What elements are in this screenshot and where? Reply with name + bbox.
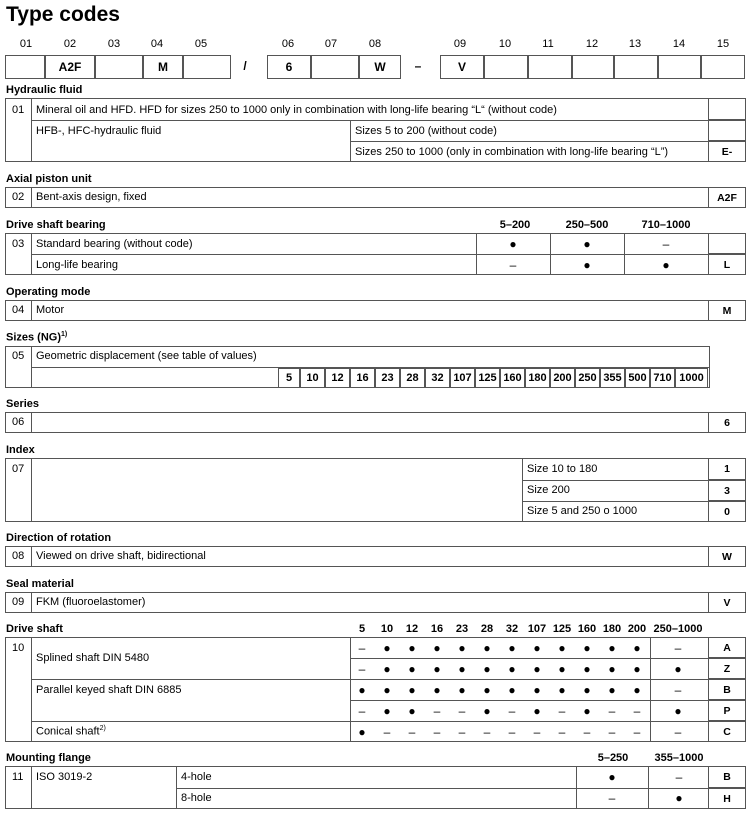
size-value-cell: 5 [278, 368, 300, 388]
axial-code: A2F [708, 187, 746, 208]
shaft-cell: ● [674, 704, 682, 718]
series-num: 06 [12, 416, 25, 428]
bearing-col-1: 5–200 [499, 219, 531, 231]
position-number: 02 [63, 38, 77, 50]
shaft-cell: ● [533, 641, 541, 655]
size-value-cell: 28 [400, 368, 425, 388]
series-heading: Series [6, 398, 40, 410]
position-number: 01 [19, 38, 33, 50]
shaft-footnote-ref: 2) [99, 725, 106, 732]
page-title: Type codes [6, 3, 120, 26]
size-value-cell: 1000 [675, 368, 708, 388]
sizes-footnote-ref: 1) [61, 331, 68, 338]
size-value-cell: 500 [625, 368, 650, 388]
shaft-cell: ● [608, 662, 616, 676]
shaft-col-header: 180 [602, 623, 622, 635]
hydraulic-code-1 [708, 98, 746, 120]
shaft-cell: – [383, 725, 391, 739]
flange-col-2: 355–1000 [654, 752, 704, 764]
size-value-cell: 250 [575, 368, 600, 388]
bearing-row-longlife: Long-life bearing [36, 259, 118, 271]
shaft-group-conical [36, 725, 106, 738]
shaft-cell: ● [508, 641, 516, 655]
shaft-col-header: 125 [552, 623, 572, 635]
shaft-cell: ● [608, 641, 616, 655]
bearing-num: 03 [12, 238, 25, 250]
flange-cell: – [608, 791, 616, 805]
mode-frame [5, 300, 710, 321]
flange-code-1: B [708, 766, 746, 788]
index-num: 07 [12, 463, 25, 475]
shaft-cell: – [533, 725, 541, 739]
shaft-code: P [708, 700, 746, 721]
shaft-cell: – [608, 725, 616, 739]
shaft-heading: Drive shaft [6, 623, 63, 635]
flange-col-1: 5–250 [597, 752, 629, 764]
axial-text: Bent-axis design, fixed [36, 191, 147, 203]
hydraulic-code-2 [708, 120, 746, 141]
code-box-07 [311, 55, 359, 79]
shaft-cell: ● [533, 704, 541, 718]
code-box-03 [95, 55, 143, 79]
shaft-cell: – [358, 704, 366, 718]
shaft-cell: – [674, 641, 682, 655]
sizes-num: 05 [12, 350, 25, 362]
flange-code-2: H [708, 788, 746, 809]
shaft-col-header: 12 [405, 623, 419, 635]
flange-cell: – [675, 770, 683, 784]
position-number: 05 [194, 38, 208, 50]
size-value-cell: 710 [650, 368, 675, 388]
shaft-cell: ● [408, 641, 416, 655]
index-row-2: Size 200 [527, 484, 570, 496]
shaft-cell: ● [583, 641, 591, 655]
shaft-cell: ● [483, 704, 491, 718]
rotation-text: Viewed on drive shaft, bidirectional [36, 550, 206, 562]
code-box-05 [183, 55, 231, 79]
flange-num: 11 [12, 771, 24, 783]
size-value-cell: 32 [425, 368, 450, 388]
position-number: 04 [150, 38, 164, 50]
code-box-09: V [440, 55, 484, 79]
flange-cell: ● [675, 791, 683, 805]
shaft-group-splined: Splined shaft DIN 5480 [36, 652, 150, 664]
shaft-cell: – [608, 704, 616, 718]
index-row-1: Size 10 to 180 [527, 463, 598, 475]
shaft-cell: – [358, 641, 366, 655]
shaft-cell: ● [358, 725, 366, 739]
shaft-cell: ● [408, 683, 416, 697]
axial-num: 02 [12, 191, 25, 203]
flange-row-8hole: 8-hole [181, 792, 212, 804]
shaft-cell: ● [508, 662, 516, 676]
code-separator-slash: / [243, 59, 247, 73]
rotation-code: W [708, 546, 746, 567]
shaft-cell: ● [558, 683, 566, 697]
code-box-11 [528, 55, 572, 79]
size-value-cell: 180 [525, 368, 550, 388]
shaft-code: B [708, 679, 746, 700]
type-code-row [5, 55, 745, 79]
shaft-code: A [708, 637, 746, 658]
index-code-2: 3 [708, 480, 746, 501]
shaft-cell: ● [383, 683, 391, 697]
series-frame [5, 412, 710, 433]
shaft-cell: ● [508, 683, 516, 697]
size-value-cell: 160 [500, 368, 525, 388]
shaft-cell: – [483, 725, 491, 739]
size-value-cell: 355 [600, 368, 625, 388]
bearing-cell: – [509, 258, 517, 272]
code-box-08: W [359, 55, 401, 79]
size-value-cell: 125 [475, 368, 500, 388]
index-heading: Index [6, 444, 35, 456]
shaft-col-header: 250–1000 [653, 623, 703, 635]
position-number: 06 [281, 38, 295, 50]
shaft-cell: – [674, 683, 682, 697]
position-number: 12 [585, 38, 599, 50]
shaft-cell: ● [633, 683, 641, 697]
mode-code: M [708, 300, 746, 321]
shaft-cell: ● [408, 704, 416, 718]
position-number: 09 [453, 38, 467, 50]
shaft-cell: – [358, 662, 366, 676]
shaft-cell: ● [583, 662, 591, 676]
shaft-cell: ● [383, 662, 391, 676]
seal-heading: Seal material [6, 578, 74, 590]
bearing-cell: ● [662, 258, 670, 272]
mode-text: Motor [36, 304, 65, 316]
shaft-cell: ● [433, 641, 441, 655]
bearing-cell: ● [509, 237, 517, 251]
position-number: 08 [368, 38, 382, 50]
sizes-heading [6, 331, 67, 344]
code-box-06: 6 [267, 55, 311, 79]
shaft-cell: – [508, 725, 516, 739]
flange-row-4hole: 4-hole [181, 771, 212, 783]
shaft-cell: ● [433, 662, 441, 676]
shaft-cell: ● [483, 641, 491, 655]
shaft-code: C [708, 721, 746, 742]
bearing-cell: ● [583, 237, 591, 251]
shaft-col-header: 107 [527, 623, 547, 635]
shaft-cell: – [458, 704, 466, 718]
code-box-10 [484, 55, 528, 79]
size-value-cell: 16 [350, 368, 375, 388]
shaft-cell: ● [483, 683, 491, 697]
shaft-cell: ● [558, 662, 566, 676]
position-number: 07 [324, 38, 338, 50]
position-number: 15 [716, 38, 730, 50]
shaft-cell: ● [533, 683, 541, 697]
size-value-cell: 12 [325, 368, 350, 388]
shaft-group-conical-label: Conical shaft [36, 725, 100, 738]
size-value-cell: 200 [550, 368, 575, 388]
size-value-cell: 107 [450, 368, 475, 388]
code-separator-dash: – [414, 59, 422, 73]
hydraulic-row2-left: HFB-, HFC-hydraulic fluid [36, 125, 162, 137]
shaft-cell: ● [383, 641, 391, 655]
shaft-cell: ● [633, 662, 641, 676]
flange-label: ISO 3019-2 [36, 771, 93, 783]
shaft-col-header: 160 [577, 623, 597, 635]
shaft-cell: – [633, 704, 641, 718]
shaft-cell: – [633, 725, 641, 739]
hydraulic-row2b: Sizes 250 to 1000 (only in combination with long-life bearing “L”) [355, 146, 669, 158]
index-row-3: Size 5 and 250 o 1000 [527, 505, 638, 517]
hydraulic-heading: Hydraulic fluid [6, 84, 83, 96]
rotation-heading: Direction of rotation [6, 532, 112, 544]
shaft-col-header: 16 [430, 623, 444, 635]
shaft-cell: ● [458, 662, 466, 676]
shaft-cell: – [433, 704, 441, 718]
bearing-cell: – [662, 237, 670, 251]
code-box-13 [614, 55, 658, 79]
series-code: 6 [708, 412, 746, 433]
seal-num: 09 [12, 596, 25, 608]
shaft-col-header: 32 [505, 623, 519, 635]
shaft-num: 10 [12, 642, 25, 654]
bearing-heading: Drive shaft bearing [6, 219, 106, 231]
size-value-cell: 10 [300, 368, 325, 388]
hydraulic-row2a: Sizes 5 to 200 (without code) [355, 125, 497, 137]
bearing-col-3: 710–1000 [641, 219, 691, 231]
mode-num: 04 [12, 304, 25, 316]
shaft-cell: – [558, 704, 566, 718]
shaft-cell: ● [608, 683, 616, 697]
index-code-3: 0 [708, 501, 746, 522]
code-box-02: A2F [45, 55, 95, 79]
shaft-cell: ● [483, 662, 491, 676]
hydraulic-num: 01 [12, 104, 25, 116]
code-box-12 [572, 55, 614, 79]
shaft-cell: ● [433, 683, 441, 697]
bearing-row-standard: Standard bearing (without code) [36, 238, 193, 250]
shaft-col-header: 23 [455, 623, 469, 635]
bearing-col-2: 250–500 [565, 219, 609, 231]
position-number: 03 [107, 38, 121, 50]
position-number: 11 [542, 38, 554, 50]
shaft-cell: ● [458, 641, 466, 655]
size-value-cell: 23 [375, 368, 400, 388]
position-number: 14 [672, 38, 686, 50]
code-box-01 [5, 55, 45, 79]
shaft-code: Z [708, 658, 746, 679]
hydraulic-row1: Mineral oil and HFD. HFD for sizes 250 to 1000 only in combination with long-life bearing “L“ (without code) [36, 104, 557, 116]
seal-code: V [708, 592, 746, 613]
code-box-04: M [143, 55, 183, 79]
shaft-cell: ● [633, 641, 641, 655]
code-box-14 [658, 55, 701, 79]
shaft-cell: – [583, 725, 591, 739]
rotation-num: 08 [12, 550, 25, 562]
shaft-cell: ● [583, 683, 591, 697]
shaft-cell: – [508, 704, 516, 718]
shaft-col-header: 200 [627, 623, 647, 635]
bearing-cell: ● [583, 258, 591, 272]
shaft-cell: ● [383, 704, 391, 718]
shaft-group-keyed: Parallel keyed shaft DIN 6885 [36, 684, 182, 696]
flange-heading: Mounting flange [6, 752, 91, 764]
code-box-15 [701, 55, 745, 79]
sizes-heading-text: Sizes (NG) [6, 331, 62, 344]
shaft-cell: ● [408, 662, 416, 676]
shaft-cell: ● [583, 704, 591, 718]
sizes-text: Geometric displacement (see table of values) [36, 350, 257, 362]
mode-heading: Operating mode [6, 286, 91, 298]
shaft-cell: ● [458, 683, 466, 697]
bearing-code-2: L [708, 254, 746, 275]
position-number: 13 [628, 38, 642, 50]
shaft-cell: ● [558, 641, 566, 655]
hydraulic-code-3: E- [708, 141, 746, 162]
shaft-cell: – [433, 725, 441, 739]
axial-heading: Axial piston unit [6, 173, 92, 185]
flange-cell: ● [608, 770, 616, 784]
shaft-cell: ● [674, 662, 682, 676]
shaft-col-header: 5 [358, 623, 366, 635]
shaft-col-header: 28 [480, 623, 494, 635]
seal-text: FKM (fluoroelastomer) [36, 596, 146, 608]
shaft-cell: – [458, 725, 466, 739]
shaft-cell: – [674, 725, 682, 739]
shaft-cell: – [408, 725, 416, 739]
shaft-cell: – [558, 725, 566, 739]
bearing-code-1 [708, 233, 746, 254]
position-number: 10 [498, 38, 512, 50]
shaft-cell: ● [358, 683, 366, 697]
index-code-1: 1 [708, 458, 746, 480]
shaft-col-header: 10 [380, 623, 394, 635]
shaft-cell: ● [533, 662, 541, 676]
